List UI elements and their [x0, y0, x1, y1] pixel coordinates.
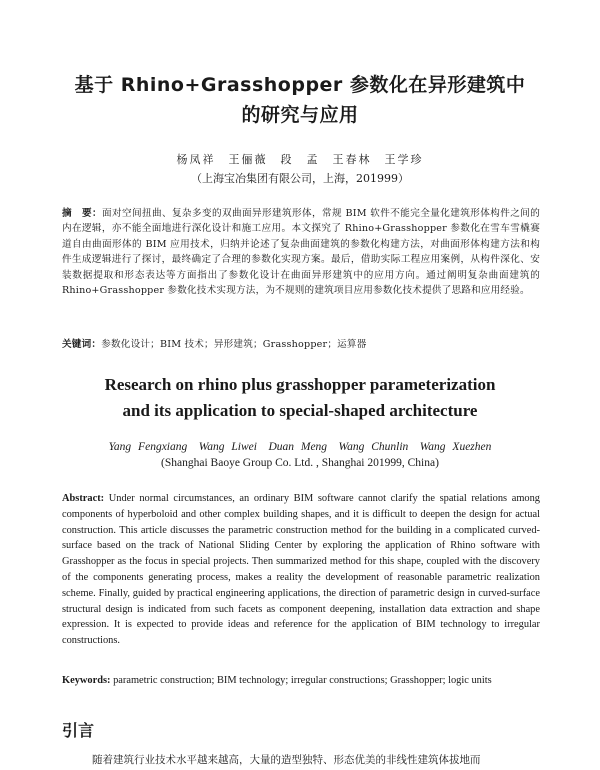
section-heading-introduction: 引言	[62, 721, 95, 740]
title-en-line2: and its application to special-shaped architecture	[122, 401, 478, 420]
affiliation-en: (Shanghai Baoye Group Co. Ltd. , Shanghai 201999, China)	[161, 457, 439, 469]
abstract-cn-text: 面对空间扭曲、复杂多变的双曲面异形建筑形体，常规 BIM 软件不能完全量化建筑形体构件之间的内在逻辑，亦不能全面地进行深化设计和施工应用。本文探究了 Rhino+Grasshopper 参数化在雪车雪橇赛道自由曲面形体的 BIM 应用技术，归纳并论述了复杂曲面建筑的参数化构建方法，对曲面形体构建方法和构件生成逻辑进行了探讨，最终确定了合理的参数化实现方案。最后，借助实际工程应用案例，从构件深化、安装数据提取和形态表达等方面指出了参数化设计在曲面异形建筑中的应用方向。通过阐明复杂曲面建筑的 Rhino+Grasshopper 参数化技术实现方法，为不规则的建筑项目应用参数化技术提供了思路和应用经验。	[62, 208, 540, 297]
keywords-en-text: parametric construction; BIM technology; irregular constructions; Grasshopper; logic units	[113, 675, 492, 686]
abstract-en-label: Abstract:	[62, 493, 105, 504]
keywords-cn-text: 参数化设计；BIM 技术；异形建筑；Grasshopper；运算器	[101, 339, 367, 350]
abstract-cn	[62, 206, 540, 336]
affiliation-cn: （上海宝冶集团有限公司，上海，201999）	[191, 172, 409, 185]
body-text-first-line: 随着建筑行业技术水平越来越高，大量的造型独特、形态优美的非线性建筑体拔地而	[92, 754, 481, 766]
title-en-line1: Research on rhino plus grasshopper parameterization	[104, 375, 496, 394]
abstract-en-text: Under normal circumstances, an ordinary BIM software cannot clarify the spatial relations among components of hyperboloid and other complex building shapes, and it is difficult to deepen the design for actual construction. This article discusses the parametric construction method for the building in a complicated curved-surface based on the track of National Sliding Center by exploring the application of Rhino software with Grasshopper as the focus in special projects. Then summarized method for this shape, coupled with the discovery of the components generating process, makes a reality the development of reasonable parametric realization scheme. Finally, guided by practical engineering applications, the direction of parametric design in curved-surface structural design is indicated from such facets as component deepening, installation data extraction and shape expression. It is expected to provide ideas and reference for the application of BIM technology to irregular constructions.	[62, 493, 540, 647]
keywords-en	[62, 673, 540, 689]
abstract-en	[62, 491, 540, 677]
keywords-cn-label: 关键词：	[62, 339, 102, 350]
keywords-cn	[62, 337, 540, 352]
abstract-cn-label: 摘 要：	[62, 208, 103, 219]
title-cn-line1: 基于 Rhino+Grasshopper 参数化在异形建筑中	[74, 74, 526, 96]
title-cn-line2: 的研究与应用	[241, 104, 359, 126]
keywords-en-label: Keywords:	[62, 675, 111, 686]
authors-en: Yang Fengxiang Wang Liwei Duan Meng Wang Chunlin Wang Xuezhen	[108, 441, 492, 453]
authors-cn: 杨凤祥 王俪薇 段 孟 王春林 王学珍	[176, 153, 424, 166]
